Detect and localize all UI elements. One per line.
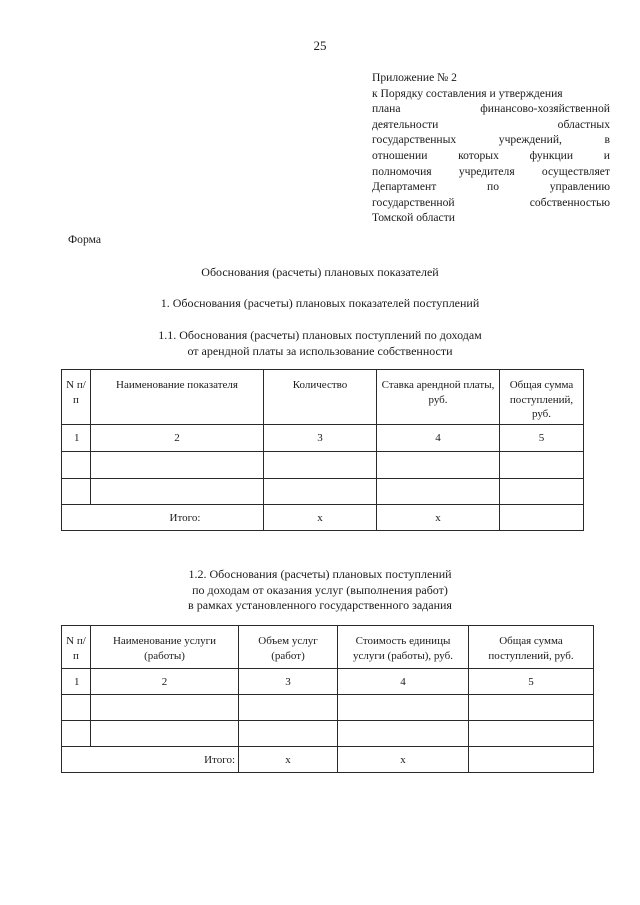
table-row [62,479,584,505]
empty-cell [91,695,239,721]
empty-cell [62,479,91,505]
number-cell: 4 [377,425,500,452]
appendix-line: отношении которых функции и [372,148,610,162]
table-number-row [62,669,594,695]
empty-cell [338,695,469,721]
empty-cell [469,721,594,747]
section1-2-title-line: по доходам от оказания услуг (выполнения работ) [192,582,448,597]
total-label: Итого: [62,505,264,531]
empty-cell [91,479,264,505]
table-header-row [62,626,594,669]
table-services-income [61,625,594,773]
table-row [62,695,594,721]
appendix-line: государственной собственностью [372,195,610,209]
empty-cell [264,479,377,505]
form-label: Форма [68,233,101,246]
appendix-line: деятельности областных [372,117,610,131]
header-cell: Общая сумма поступлений, руб. [469,626,594,669]
number-cell: 5 [500,425,584,452]
table-rental-income [61,369,584,531]
number-cell: 3 [264,425,377,452]
number-cell: 3 [239,669,338,695]
table-row [62,721,594,747]
header-cell: Ставка арендной платы, руб. [377,370,500,425]
empty-cell [500,452,584,479]
table-number-row [62,425,584,452]
header-cell: Количество [264,370,377,425]
table-row [62,452,584,479]
appendix-header [372,70,610,226]
section1-1-title-line: 1.1. Обоснования (расчеты) плановых поступлений по доходам [158,328,482,342]
section1-2-title-line: 1.2. Обоснования (расчеты) плановых поступлений [188,567,452,581]
header-cell: N п/п [62,370,91,425]
total-cell: х [377,505,500,531]
empty-cell [239,721,338,747]
section1-title: 1. Обоснования (расчеты) плановых показателей поступлений [160,296,480,310]
total-cell: х [338,747,469,773]
header-cell: Наименование показателя [91,370,264,425]
header-cell: Стоимость единицы услуги (работы), руб. [338,626,469,669]
section1-2-title [0,567,640,614]
page-number: 25 [313,38,327,53]
header-cell: N п/п [62,626,91,669]
number-cell: 1 [62,425,91,452]
empty-cell [239,695,338,721]
appendix-line: Томской области [372,211,455,225]
number-cell: 1 [62,669,91,695]
empty-cell [62,695,91,721]
appendix-line: Департамент по управлению [372,180,610,194]
empty-cell [91,721,239,747]
number-cell: 2 [91,425,264,452]
section1-1-title [0,328,640,359]
header-cell: Общая сумма поступлений, руб. [500,370,584,425]
empty-cell [264,452,377,479]
total-label: Итого: [62,747,239,773]
number-cell: 2 [91,669,239,695]
empty-cell [62,452,91,479]
empty-cell [500,479,584,505]
table-header-row [62,370,584,425]
total-cell: х [264,505,377,531]
total-cell [469,747,594,773]
header-cell: Объем услуг (работ) [239,626,338,669]
appendix-line: плана финансово-хозяйственной [372,102,610,116]
table-total-row [62,505,584,531]
header-cell: Наименование услуги (работы) [91,626,239,669]
appendix-line: полномочия учредителя осуществляет [372,164,610,178]
appendix-line: Приложение № 2 [372,71,457,84]
section1-2-title-line: в рамках установленного государственного задания [188,598,452,612]
empty-cell [377,479,500,505]
total-cell [500,505,584,531]
main-title: Обоснования (расчеты) плановых показателей [201,265,439,279]
appendix-line: государственных учреждений, в [372,133,610,147]
appendix-line: к Порядку составления и утверждения [372,86,563,100]
section1-1-title-line: от арендной платы за использование собственности [187,343,453,358]
empty-cell [91,452,264,479]
empty-cell [469,695,594,721]
number-cell: 5 [469,669,594,695]
number-cell: 4 [338,669,469,695]
total-cell: х [239,747,338,773]
empty-cell [338,721,469,747]
empty-cell [377,452,500,479]
empty-cell [62,721,91,747]
table-total-row [62,747,594,773]
